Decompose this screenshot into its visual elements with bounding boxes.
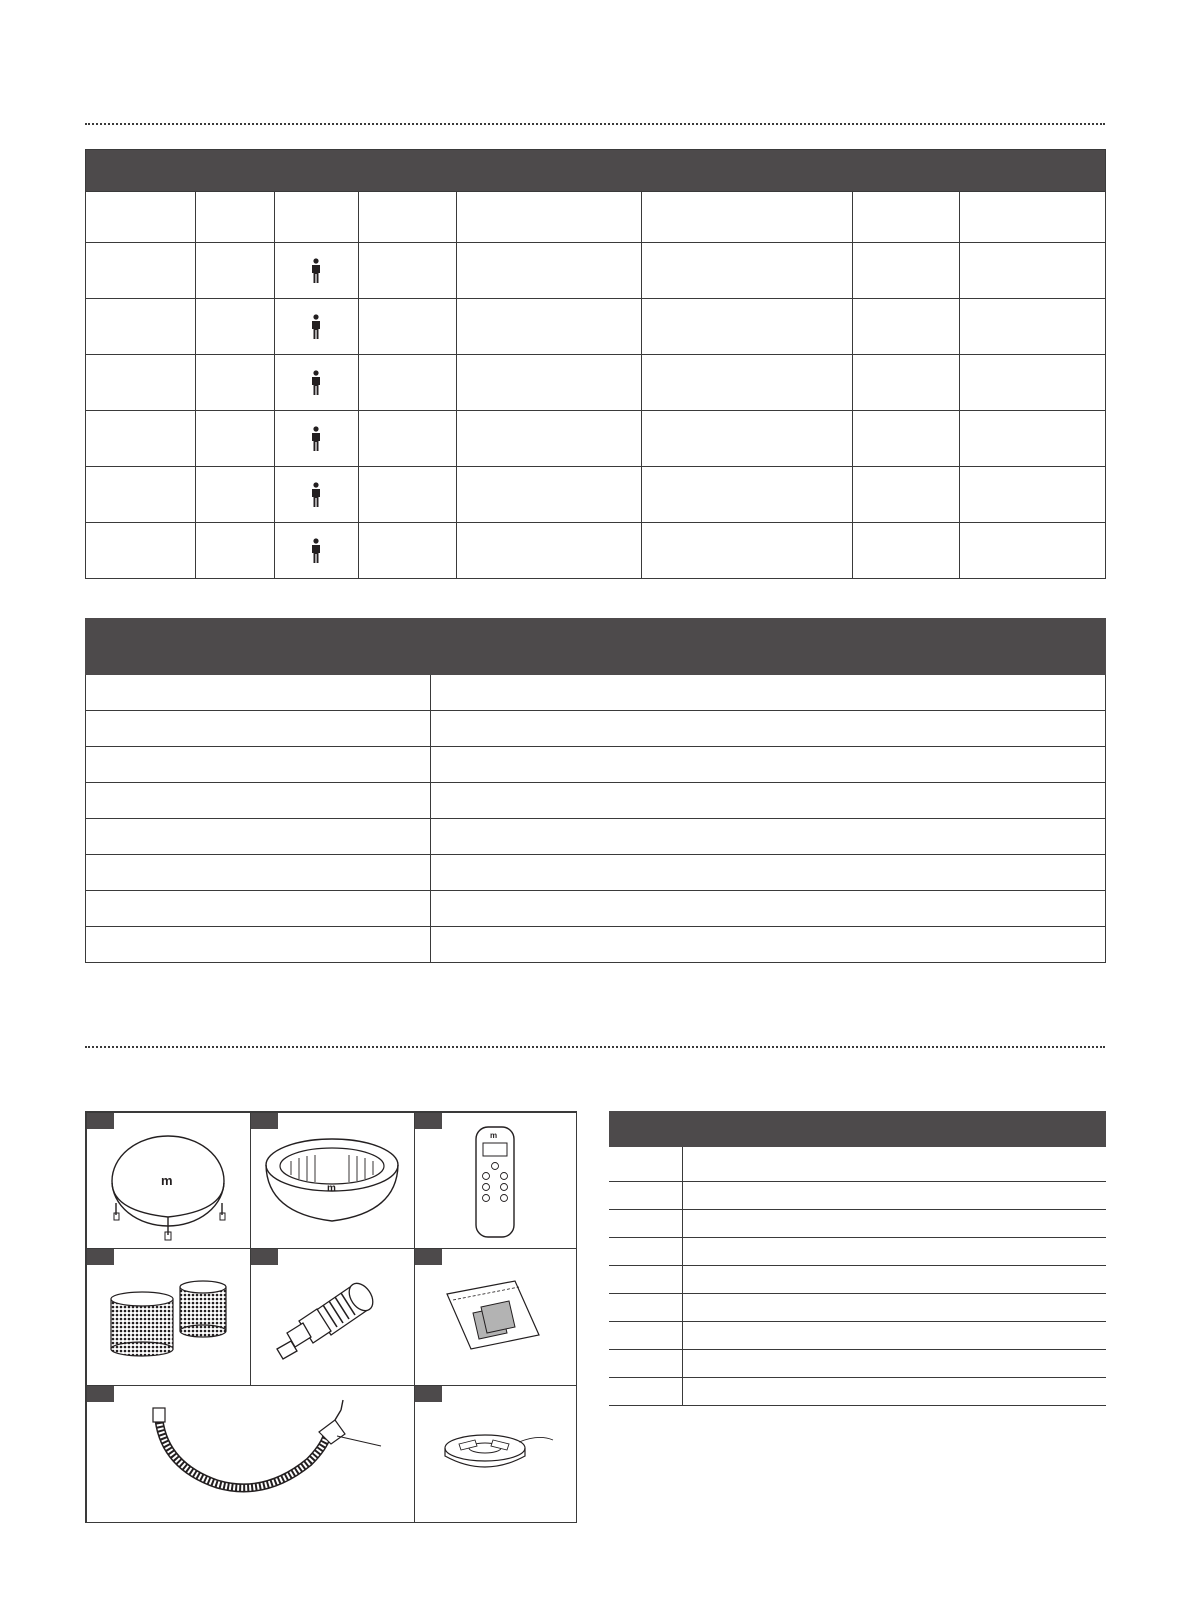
table-cell — [960, 299, 1106, 355]
table-cell — [456, 411, 642, 467]
table-cell — [86, 355, 196, 411]
column-header — [430, 619, 1105, 675]
table-row — [609, 1147, 1106, 1182]
table-cell — [86, 243, 196, 299]
column-header — [86, 619, 431, 675]
repair-patch-bag-icon — [415, 1249, 575, 1384]
column-header — [609, 1111, 683, 1147]
table-cell — [960, 467, 1106, 523]
parts-table — [609, 1111, 1106, 1406]
table-row — [86, 891, 1106, 927]
feature-table — [85, 618, 1106, 963]
table-row — [86, 927, 1106, 963]
table-cell — [86, 783, 431, 819]
section-divider-top — [85, 123, 1105, 125]
table-row — [609, 1182, 1106, 1210]
column-header — [960, 192, 1106, 243]
table-cell — [960, 523, 1106, 579]
table-row — [609, 1266, 1106, 1294]
capacity-cell — [274, 299, 358, 355]
person-icon — [310, 482, 322, 508]
table-cell — [86, 891, 431, 927]
table-cell — [683, 1294, 1107, 1322]
table-cell — [430, 927, 1105, 963]
table-cell — [430, 819, 1105, 855]
column-header — [642, 192, 853, 243]
hose-icon — [87, 1386, 413, 1521]
table-cell — [86, 711, 431, 747]
spa-cover-icon — [87, 1113, 249, 1247]
part-cell — [250, 1248, 415, 1386]
table-row — [609, 1238, 1106, 1266]
table-cell — [683, 1266, 1107, 1294]
table-cell — [642, 299, 853, 355]
table-row — [609, 1322, 1106, 1350]
capacity-cell — [274, 243, 358, 299]
table-row — [86, 299, 1106, 355]
table-cell — [642, 523, 853, 579]
spec-table — [85, 149, 1106, 579]
table-cell — [86, 927, 431, 963]
table-cell — [960, 355, 1106, 411]
heater-connector-icon — [251, 1249, 413, 1384]
table-row — [86, 747, 1106, 783]
column-header — [683, 1111, 1107, 1147]
table-cell — [609, 1266, 683, 1294]
part-cell — [86, 1248, 251, 1386]
table-row — [609, 1350, 1106, 1378]
table-cell — [609, 1147, 683, 1182]
table-cell — [683, 1322, 1107, 1350]
part-cell — [414, 1248, 577, 1386]
table-row — [86, 675, 1106, 711]
table-cell — [456, 299, 642, 355]
part-cell — [414, 1112, 577, 1249]
table-cell — [86, 819, 431, 855]
column-header — [358, 192, 456, 243]
table-cell — [195, 355, 274, 411]
table-cell — [86, 675, 431, 711]
tape-roll-icon — [415, 1386, 575, 1521]
table-row — [86, 523, 1106, 579]
spa-tub-icon — [251, 1113, 413, 1247]
table-cell — [642, 467, 853, 523]
table-cell — [853, 523, 960, 579]
table-cell — [683, 1238, 1107, 1266]
part-number-tab — [87, 1249, 114, 1265]
table-cell — [430, 855, 1105, 891]
table-cell — [609, 1294, 683, 1322]
table-cell — [430, 747, 1105, 783]
person-icon — [310, 258, 322, 284]
part-cell — [86, 1112, 251, 1249]
table-cell — [853, 355, 960, 411]
table-cell — [683, 1378, 1107, 1406]
part-number-tab — [251, 1113, 278, 1129]
table-cell — [86, 411, 196, 467]
table-row — [86, 855, 1106, 891]
column-header — [195, 192, 274, 243]
table-cell — [195, 411, 274, 467]
table-row — [86, 243, 1106, 299]
column-header — [274, 192, 358, 243]
table-row — [86, 819, 1106, 855]
part-number-tab — [251, 1249, 278, 1265]
table-row — [609, 1378, 1106, 1406]
column-header — [86, 192, 196, 243]
table-row — [86, 467, 1106, 523]
remote-control-icon — [415, 1113, 575, 1247]
table-cell — [853, 299, 960, 355]
table-cell — [86, 855, 431, 891]
section-divider-bottom — [85, 1046, 1105, 1048]
capacity-cell — [274, 355, 358, 411]
table-cell — [683, 1350, 1107, 1378]
spec-table-title — [86, 150, 1106, 192]
person-icon — [310, 314, 322, 340]
table-cell — [86, 747, 431, 783]
table-row — [86, 411, 1106, 467]
table-cell — [853, 467, 960, 523]
table-cell — [609, 1238, 683, 1266]
table-cell — [683, 1210, 1107, 1238]
table-cell — [642, 243, 853, 299]
table-cell — [195, 467, 274, 523]
table-cell — [609, 1350, 683, 1378]
spec-table-header — [86, 150, 1106, 192]
svg-text:m: m — [327, 1183, 336, 1194]
table-cell — [456, 467, 642, 523]
table-cell — [430, 783, 1105, 819]
part-number-tab — [415, 1386, 442, 1402]
parts-illustration-grid — [85, 1111, 577, 1523]
table-cell — [430, 675, 1105, 711]
table-cell — [195, 299, 274, 355]
table-cell — [609, 1182, 683, 1210]
table-cell — [430, 711, 1105, 747]
table-row — [609, 1210, 1106, 1238]
table-cell — [456, 243, 642, 299]
table-cell — [358, 243, 456, 299]
part-cell — [86, 1385, 415, 1523]
table-cell — [456, 355, 642, 411]
capacity-cell — [274, 411, 358, 467]
table-row — [86, 711, 1106, 747]
table-cell — [358, 355, 456, 411]
table-cell — [195, 243, 274, 299]
table-cell — [86, 299, 196, 355]
feature-table-header — [86, 619, 1106, 675]
table-cell — [609, 1210, 683, 1238]
filter-cartridges-icon — [87, 1249, 249, 1384]
table-cell — [609, 1378, 683, 1406]
table-cell — [430, 891, 1105, 927]
table-cell — [853, 411, 960, 467]
table-cell — [195, 523, 274, 579]
part-number-tab — [415, 1113, 442, 1129]
person-icon — [310, 426, 322, 452]
capacity-cell — [274, 523, 358, 579]
table-cell — [456, 523, 642, 579]
table-cell — [642, 411, 853, 467]
table-cell — [609, 1322, 683, 1350]
parts-table-header — [609, 1111, 1106, 1147]
table-cell — [86, 523, 196, 579]
part-cell — [250, 1112, 415, 1249]
part-cell — [414, 1385, 577, 1523]
table-cell — [683, 1182, 1107, 1210]
table-cell — [86, 467, 196, 523]
svg-text:m: m — [490, 1131, 498, 1140]
capacity-cell — [274, 467, 358, 523]
part-number-tab — [87, 1386, 114, 1402]
part-number-tab — [87, 1113, 114, 1129]
table-row — [86, 355, 1106, 411]
table-cell — [358, 523, 456, 579]
person-icon — [310, 538, 322, 564]
table-cell — [358, 467, 456, 523]
person-icon — [310, 370, 322, 396]
spec-table-column-headers — [86, 192, 1106, 243]
table-row — [609, 1294, 1106, 1322]
table-cell — [960, 243, 1106, 299]
column-header — [853, 192, 960, 243]
table-cell — [358, 299, 456, 355]
table-cell — [683, 1147, 1107, 1182]
column-header — [456, 192, 642, 243]
table-cell — [642, 355, 853, 411]
table-cell — [960, 411, 1106, 467]
table-row — [86, 783, 1106, 819]
table-cell — [358, 411, 456, 467]
table-cell — [853, 243, 960, 299]
part-number-tab — [415, 1249, 442, 1265]
svg-text:m: m — [161, 1173, 173, 1188]
